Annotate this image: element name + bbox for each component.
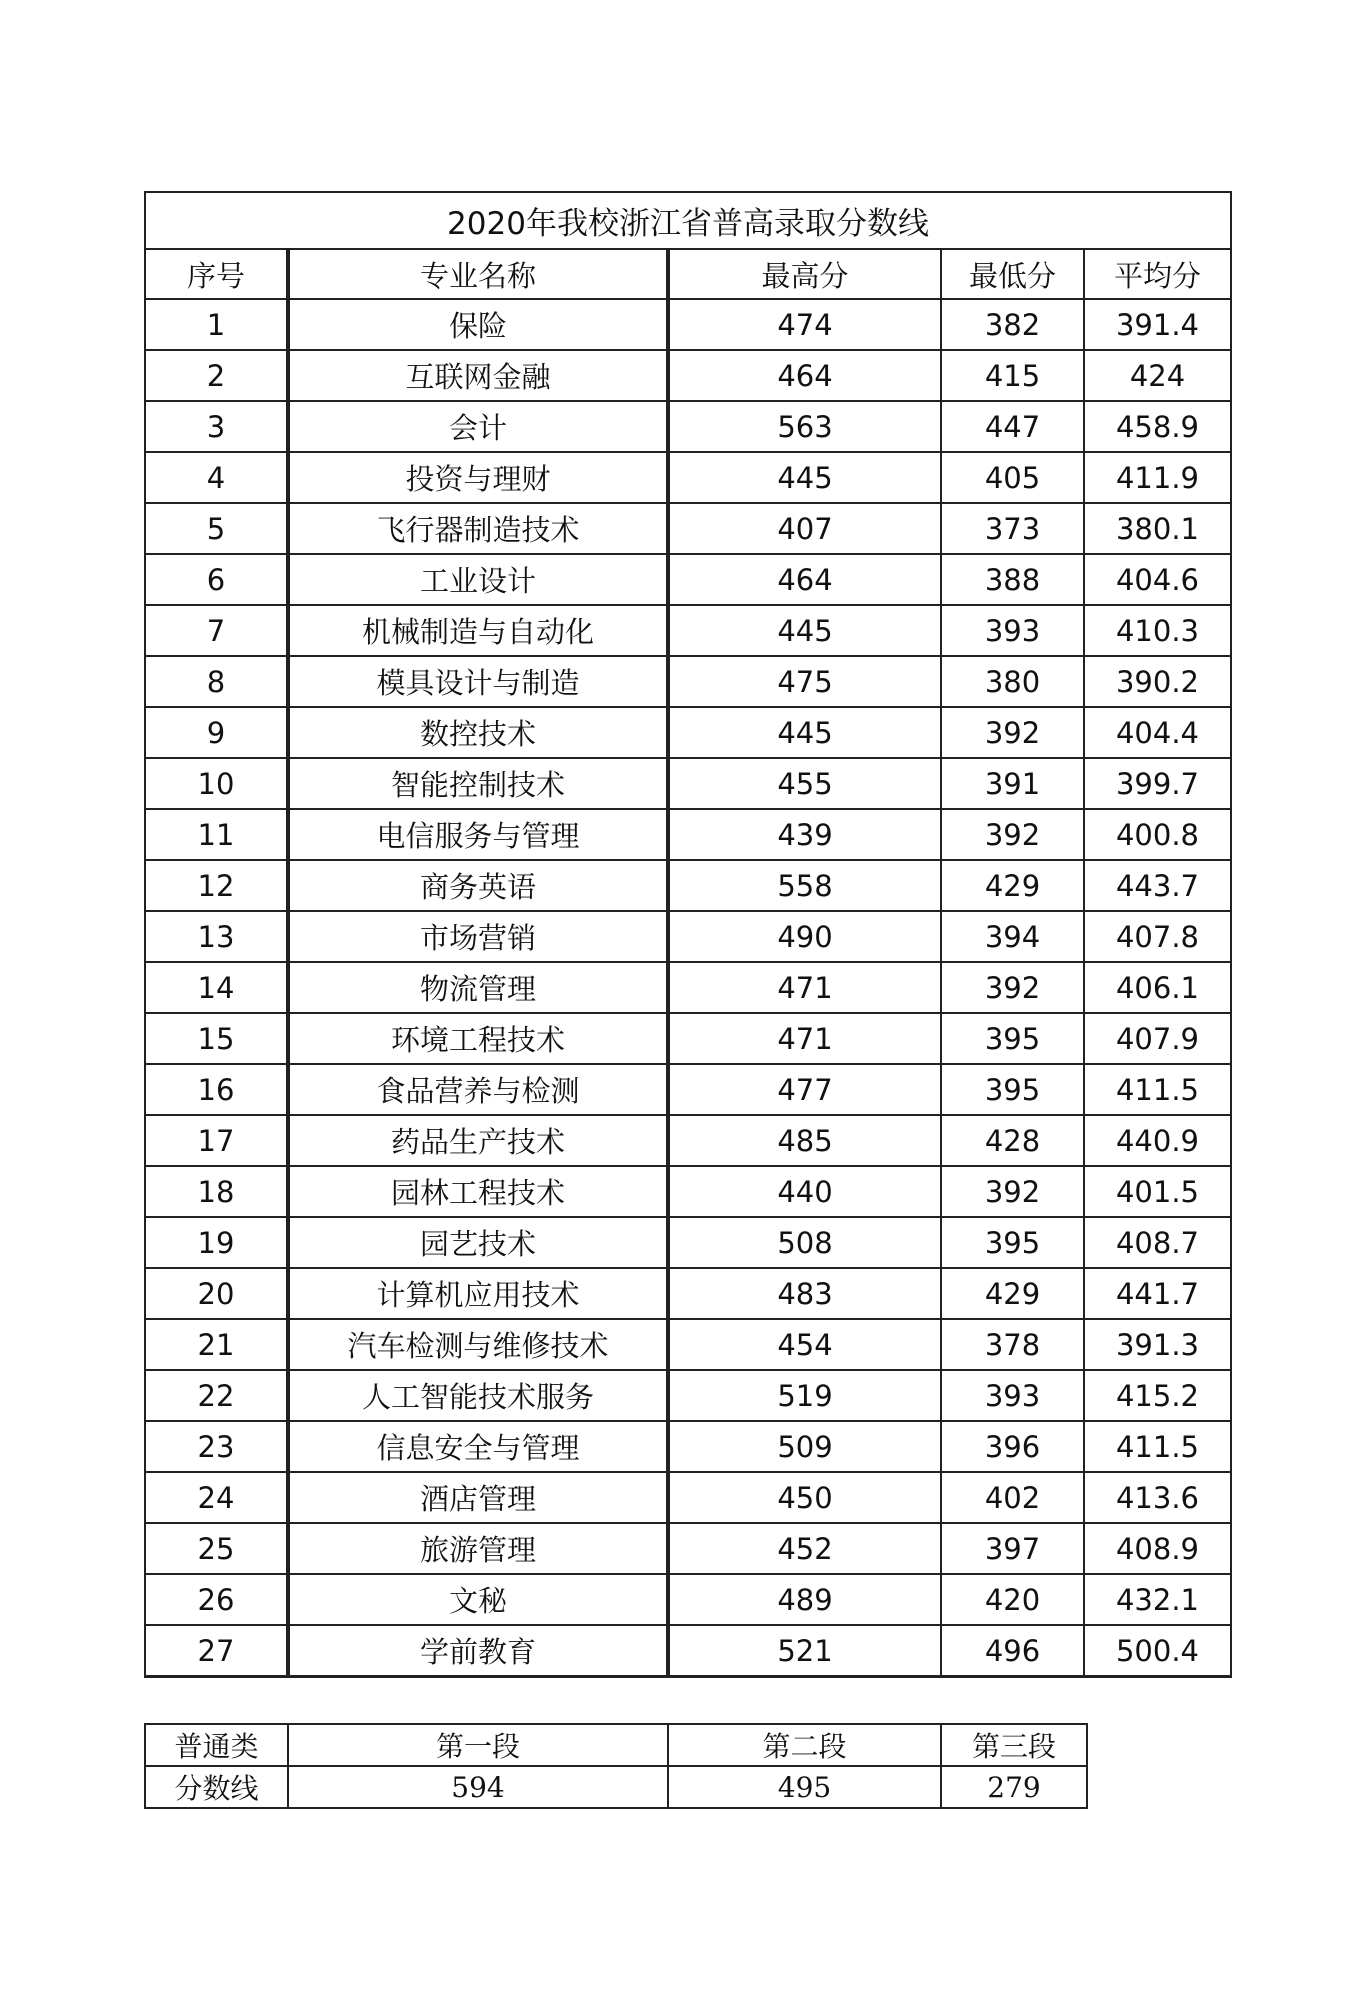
major-name-cell: 互联网金融	[288, 350, 668, 401]
major-name-cell: 物流管理	[288, 962, 668, 1013]
cutoff-segment-2-label: 第二段	[668, 1724, 941, 1766]
min-score-cell: 447	[941, 401, 1084, 452]
min-score-cell: 392	[941, 707, 1084, 758]
major-name-cell: 投资与理财	[288, 452, 668, 503]
avg-score-cell: 406.1	[1084, 962, 1231, 1013]
index-cell: 20	[145, 1268, 288, 1319]
table-row	[145, 1625, 1231, 1677]
index-cell: 12	[145, 860, 288, 911]
min-score-cell: 380	[941, 656, 1084, 707]
avg-score-cell: 413.6	[1084, 1472, 1231, 1523]
table-row	[145, 299, 1231, 350]
index-cell: 6	[145, 554, 288, 605]
index-cell: 13	[145, 911, 288, 962]
max-score-cell: 471	[668, 1013, 941, 1064]
index-cell: 21	[145, 1319, 288, 1370]
avg-score-cell: 432.1	[1084, 1574, 1231, 1625]
cutoff-category-label: 普通类	[145, 1724, 288, 1766]
cutoff-table	[144, 1723, 1088, 1809]
index-cell: 5	[145, 503, 288, 554]
max-score-cell: 475	[668, 656, 941, 707]
avg-score-cell: 458.9	[1084, 401, 1231, 452]
index-cell: 24	[145, 1472, 288, 1523]
min-score-cell: 395	[941, 1064, 1084, 1115]
major-name-cell: 机械制造与自动化	[288, 605, 668, 656]
min-score-cell: 402	[941, 1472, 1084, 1523]
min-score-cell: 393	[941, 1370, 1084, 1421]
avg-score-cell: 415.2	[1084, 1370, 1231, 1421]
table-row	[145, 1013, 1231, 1064]
max-score-cell: 471	[668, 962, 941, 1013]
avg-score-cell: 407.9	[1084, 1013, 1231, 1064]
cutoff-segment-3-value: 279	[941, 1766, 1087, 1808]
cutoff-segment-3-label: 第三段	[941, 1724, 1087, 1766]
index-cell: 23	[145, 1421, 288, 1472]
index-cell: 15	[145, 1013, 288, 1064]
table-row	[145, 605, 1231, 656]
index-cell: 25	[145, 1523, 288, 1574]
min-score-cell: 391	[941, 758, 1084, 809]
index-cell: 17	[145, 1115, 288, 1166]
header-major: 专业名称	[288, 249, 668, 299]
major-name-cell: 汽车检测与维修技术	[288, 1319, 668, 1370]
avg-score-cell: 411.5	[1084, 1064, 1231, 1115]
max-score-cell: 519	[668, 1370, 941, 1421]
min-score-cell: 420	[941, 1574, 1084, 1625]
major-name-cell: 数控技术	[288, 707, 668, 758]
avg-score-cell: 411.9	[1084, 452, 1231, 503]
index-cell: 8	[145, 656, 288, 707]
major-name-cell: 模具设计与制造	[288, 656, 668, 707]
table-row	[145, 911, 1231, 962]
major-name-cell: 园艺技术	[288, 1217, 668, 1268]
major-name-cell: 市场营销	[288, 911, 668, 962]
avg-score-cell: 411.5	[1084, 1421, 1231, 1472]
table-row	[145, 401, 1231, 452]
avg-score-cell: 440.9	[1084, 1115, 1231, 1166]
avg-score-cell: 401.5	[1084, 1166, 1231, 1217]
min-score-cell: 382	[941, 299, 1084, 350]
index-cell: 26	[145, 1574, 288, 1625]
avg-score-cell: 500.4	[1084, 1625, 1231, 1677]
min-score-cell: 415	[941, 350, 1084, 401]
major-name-cell: 商务英语	[288, 860, 668, 911]
index-cell: 10	[145, 758, 288, 809]
cutoff-header-row	[145, 1724, 1087, 1766]
table-row	[145, 758, 1231, 809]
avg-score-cell: 408.9	[1084, 1523, 1231, 1574]
max-score-cell: 445	[668, 605, 941, 656]
min-score-cell: 373	[941, 503, 1084, 554]
table-row	[145, 809, 1231, 860]
major-name-cell: 园林工程技术	[288, 1166, 668, 1217]
max-score-cell: 445	[668, 707, 941, 758]
avg-score-cell: 399.7	[1084, 758, 1231, 809]
min-score-cell: 378	[941, 1319, 1084, 1370]
major-name-cell: 人工智能技术服务	[288, 1370, 668, 1421]
min-score-cell: 429	[941, 860, 1084, 911]
max-score-cell: 440	[668, 1166, 941, 1217]
min-score-cell: 392	[941, 1166, 1084, 1217]
min-score-cell: 395	[941, 1217, 1084, 1268]
min-score-cell: 395	[941, 1013, 1084, 1064]
max-score-cell: 454	[668, 1319, 941, 1370]
avg-score-cell: 410.3	[1084, 605, 1231, 656]
major-name-cell: 旅游管理	[288, 1523, 668, 1574]
max-score-cell: 563	[668, 401, 941, 452]
index-cell: 4	[145, 452, 288, 503]
index-cell: 14	[145, 962, 288, 1013]
max-score-cell: 452	[668, 1523, 941, 1574]
min-score-cell: 428	[941, 1115, 1084, 1166]
index-cell: 3	[145, 401, 288, 452]
table-row	[145, 962, 1231, 1013]
major-name-cell: 药品生产技术	[288, 1115, 668, 1166]
index-cell: 27	[145, 1625, 288, 1677]
max-score-cell: 477	[668, 1064, 941, 1115]
major-name-cell: 食品营养与检测	[288, 1064, 668, 1115]
index-cell: 2	[145, 350, 288, 401]
table-row	[145, 860, 1231, 911]
header-avg: 平均分	[1084, 249, 1231, 299]
min-score-cell: 393	[941, 605, 1084, 656]
max-score-cell: 445	[668, 452, 941, 503]
max-score-cell: 509	[668, 1421, 941, 1472]
major-name-cell: 保险	[288, 299, 668, 350]
index-cell: 11	[145, 809, 288, 860]
min-score-cell: 388	[941, 554, 1084, 605]
major-name-cell: 会计	[288, 401, 668, 452]
max-score-cell: 483	[668, 1268, 941, 1319]
avg-score-cell: 404.4	[1084, 707, 1231, 758]
max-score-cell: 474	[668, 299, 941, 350]
max-score-cell: 455	[668, 758, 941, 809]
table-row	[145, 1064, 1231, 1115]
max-score-cell: 489	[668, 1574, 941, 1625]
avg-score-cell: 400.8	[1084, 809, 1231, 860]
max-score-cell: 485	[668, 1115, 941, 1166]
max-score-cell: 508	[668, 1217, 941, 1268]
index-cell: 18	[145, 1166, 288, 1217]
index-cell: 9	[145, 707, 288, 758]
min-score-cell: 392	[941, 962, 1084, 1013]
table-row	[145, 1268, 1231, 1319]
major-name-cell: 智能控制技术	[288, 758, 668, 809]
table-row	[145, 1319, 1231, 1370]
min-score-cell: 397	[941, 1523, 1084, 1574]
max-score-cell: 558	[668, 860, 941, 911]
major-name-cell: 电信服务与管理	[288, 809, 668, 860]
table-row	[145, 1166, 1231, 1217]
table-row	[145, 1115, 1231, 1166]
max-score-cell: 407	[668, 503, 941, 554]
avg-score-cell: 391.4	[1084, 299, 1231, 350]
max-score-cell: 439	[668, 809, 941, 860]
table-row	[145, 1574, 1231, 1625]
avg-score-cell: 390.2	[1084, 656, 1231, 707]
table-row	[145, 1472, 1231, 1523]
min-score-cell: 392	[941, 809, 1084, 860]
index-cell: 1	[145, 299, 288, 350]
max-score-cell: 464	[668, 350, 941, 401]
admission-score-table	[144, 191, 1232, 1678]
max-score-cell: 464	[668, 554, 941, 605]
max-score-cell: 521	[668, 1625, 941, 1677]
cutoff-segment-1-value: 594	[288, 1766, 668, 1808]
cutoff-segment-1-label: 第一段	[288, 1724, 668, 1766]
table-row	[145, 1370, 1231, 1421]
cutoff-value-row	[145, 1766, 1087, 1808]
table-row	[145, 1217, 1231, 1268]
major-name-cell: 酒店管理	[288, 1472, 668, 1523]
table-row	[145, 707, 1231, 758]
max-score-cell: 450	[668, 1472, 941, 1523]
major-name-cell: 学前教育	[288, 1625, 668, 1677]
table-row	[145, 1523, 1231, 1574]
min-score-cell: 394	[941, 911, 1084, 962]
min-score-cell: 496	[941, 1625, 1084, 1677]
avg-score-cell: 408.7	[1084, 1217, 1231, 1268]
avg-score-cell: 441.7	[1084, 1268, 1231, 1319]
cutoff-row-label: 分数线	[145, 1766, 288, 1808]
header-min: 最低分	[941, 249, 1084, 299]
header-index: 序号	[145, 249, 288, 299]
table-row	[145, 452, 1231, 503]
table-row	[145, 656, 1231, 707]
index-cell: 22	[145, 1370, 288, 1421]
major-name-cell: 文秘	[288, 1574, 668, 1625]
avg-score-cell: 424	[1084, 350, 1231, 401]
index-cell: 7	[145, 605, 288, 656]
avg-score-cell: 407.8	[1084, 911, 1231, 962]
avg-score-cell: 391.3	[1084, 1319, 1231, 1370]
header-row	[145, 249, 1231, 299]
major-name-cell: 计算机应用技术	[288, 1268, 668, 1319]
avg-score-cell: 380.1	[1084, 503, 1231, 554]
avg-score-cell: 443.7	[1084, 860, 1231, 911]
avg-score-cell: 404.6	[1084, 554, 1231, 605]
index-cell: 16	[145, 1064, 288, 1115]
major-name-cell: 信息安全与管理	[288, 1421, 668, 1472]
major-name-cell: 飞行器制造技术	[288, 503, 668, 554]
table-row	[145, 1421, 1231, 1472]
table-row	[145, 554, 1231, 605]
header-max: 最高分	[668, 249, 941, 299]
max-score-cell: 490	[668, 911, 941, 962]
min-score-cell: 396	[941, 1421, 1084, 1472]
min-score-cell: 405	[941, 452, 1084, 503]
table-title: 2020年我校浙江省普高录取分数线	[145, 192, 1231, 249]
index-cell: 19	[145, 1217, 288, 1268]
table-row	[145, 503, 1231, 554]
cutoff-segment-2-value: 495	[668, 1766, 941, 1808]
major-name-cell: 工业设计	[288, 554, 668, 605]
table-row	[145, 350, 1231, 401]
major-name-cell: 环境工程技术	[288, 1013, 668, 1064]
min-score-cell: 429	[941, 1268, 1084, 1319]
